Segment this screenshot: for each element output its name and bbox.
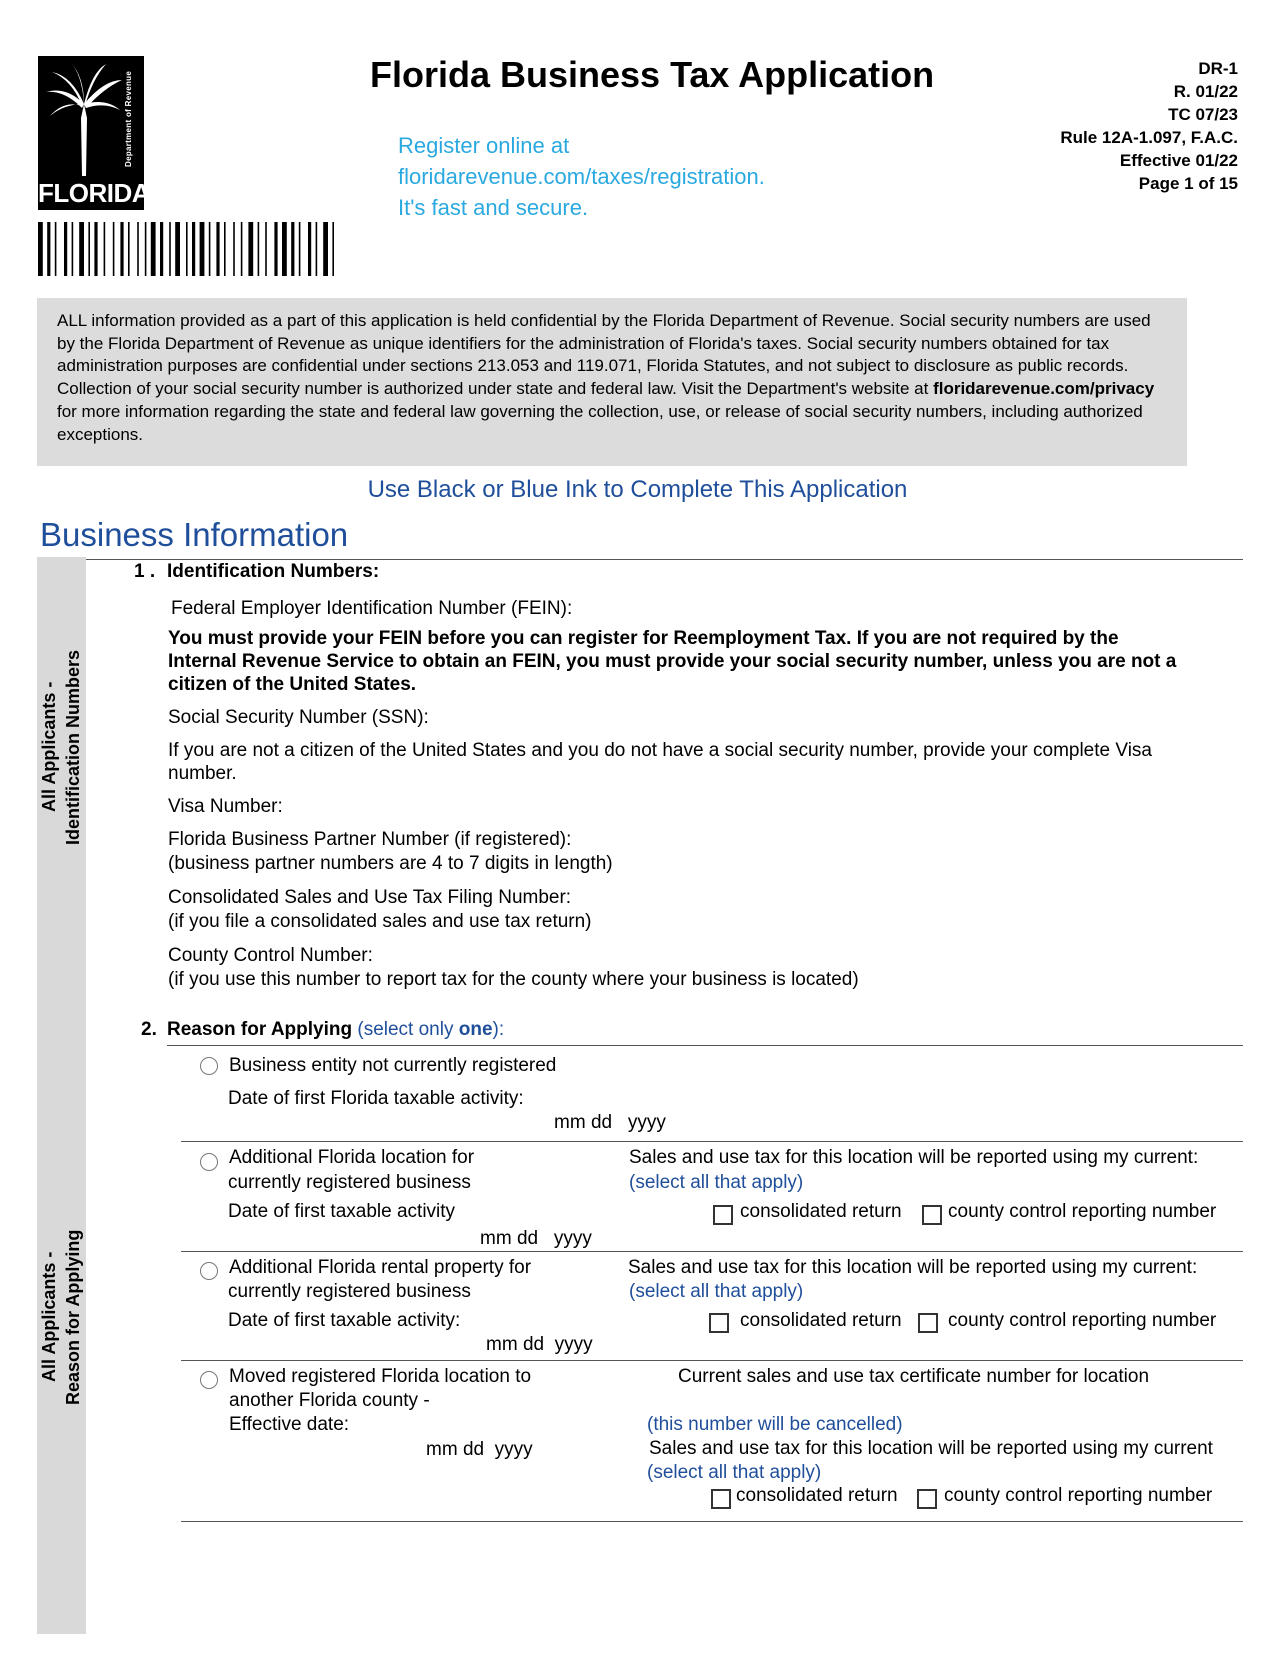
opt4-county-label: county control reporting number <box>944 1485 1213 1506</box>
radio-additional-location[interactable] <box>200 1153 218 1171</box>
form-rule: Rule 12A-1.097, F.A.C. <box>1060 128 1238 147</box>
opt4-consolidated-checkbox[interactable] <box>711 1489 731 1509</box>
department-of-revenue-text: Department of Revenue <box>124 70 133 168</box>
q2-rule <box>167 1045 1243 1046</box>
opt3-select-all: (select all that apply) <box>629 1281 804 1302</box>
q1-heading: Identification Numbers: <box>167 561 380 582</box>
opt3-label-1: Additional Florida rental property for <box>229 1257 532 1278</box>
county-note: (if you use this number to report tax for the county where your business is located) <box>168 969 859 990</box>
opt1-label: Business entity not currently registered <box>229 1055 557 1076</box>
opt2-label-2: currently registered business <box>228 1172 471 1193</box>
opt3-consolidated-checkbox[interactable] <box>709 1313 729 1333</box>
opt2-reported: Sales and use tax for this location will be reported using my current: <box>629 1147 1199 1168</box>
privacy-link[interactable]: floridarevenue.com/privacy <box>933 379 1155 399</box>
opt4-current-cert: Current sales and use tax certificate number for location <box>678 1366 1150 1387</box>
palm-tree-icon <box>42 58 124 176</box>
visa-note-2: number. <box>168 763 237 784</box>
opt4-consolidated-label: consolidated return <box>736 1485 898 1506</box>
opt4-select-all: (select all that apply) <box>647 1462 822 1483</box>
ink-instruction: Use Black or Blue Ink to Complete This Application <box>367 476 908 503</box>
opt1-date-label: Date of first Florida taxable activity: <box>228 1088 524 1109</box>
opt2-county-label: county control reporting number <box>948 1201 1217 1222</box>
barcode <box>38 222 338 281</box>
bp-note: (business partner numbers are 4 to 7 digits in length) <box>168 853 613 874</box>
opt3-label-2: currently registered business <box>228 1281 471 1302</box>
consolidated-label: Consolidated Sales and Use Tax Filing Number: <box>168 887 572 908</box>
consolidated-note: (if you file a consolidated sales and use tax return) <box>168 911 592 932</box>
sidebar-label-reason: All Applicants - Reason for Applying <box>39 1229 83 1405</box>
promo-line-1: Register online at <box>398 133 570 158</box>
form-tc: TC 07/23 <box>1168 105 1238 124</box>
q2-heading-line: Reason for Applying (select only one): <box>167 1019 505 1040</box>
opt3-date-format: mm dd yyyy <box>486 1334 593 1355</box>
opt2-label-1: Additional Florida location for <box>229 1147 475 1168</box>
opt3-rule <box>181 1360 1243 1361</box>
notice-text: ALL information provided as a part of this application is held confidential by the Florida Department of Revenue. Social security numbers are used by the Florida Department of Revenue as unique identifiers for the administration of Florida's taxes. Social security numbers obtained for tax administration purposes are confidential under sections 213.053 and 119.071, Florida Statutes, and not subject to disclosure as public records. Collection of your social security number is authorized under state and federal law. Visit the Department's website at <box>57 311 1151 399</box>
radio-not-registered[interactable] <box>200 1057 218 1075</box>
radio-moved-location[interactable] <box>200 1371 218 1389</box>
q1-number: 1 . <box>134 561 156 582</box>
opt4-rule <box>181 1521 1243 1522</box>
form-title: Florida Business Tax Application <box>370 54 935 95</box>
opt1-rule <box>181 1141 1243 1142</box>
radio-rental-property[interactable] <box>200 1262 218 1280</box>
sidebar <box>37 557 86 1634</box>
opt4-county-checkbox[interactable] <box>917 1489 937 1509</box>
logo-florida-text: FLORIDA <box>38 178 151 208</box>
notice-text-end: for more information regarding the state and federal law governing the collection, use, or release of social security numbers, including authorized exceptions. <box>57 401 1143 444</box>
opt4-label-2: another Florida county - <box>229 1390 430 1411</box>
opt3-reported: Sales and use tax for this location will be reported using my current: <box>628 1257 1198 1278</box>
section-title: Business Information <box>40 516 349 553</box>
opt4-reported: Sales and use tax for this location will be reported using my current <box>649 1438 1213 1459</box>
opt2-date-format: mm dd yyyy <box>480 1228 592 1249</box>
opt3-county-label: county control reporting number <box>948 1310 1217 1331</box>
opt2-county-checkbox[interactable] <box>922 1205 942 1225</box>
opt2-select-all: (select all that apply) <box>629 1172 804 1193</box>
opt4-will-cancel: (this number will be cancelled) <box>647 1414 903 1435</box>
opt4-label-3: Effective date: <box>229 1414 350 1435</box>
bp-label: Florida Business Partner Number (if registered): <box>168 829 572 850</box>
fein-label: Federal Employer Identification Number (FEIN): <box>171 598 573 619</box>
opt3-county-checkbox[interactable] <box>918 1313 938 1333</box>
visa-label: Visa Number: <box>168 796 283 817</box>
fein-note-1: You must provide your FEIN before you can register for Reemployment Tax. If you are not required by the <box>168 628 1119 649</box>
promo-line-2[interactable]: floridarevenue.com/taxes/registration. <box>398 164 765 189</box>
form-revision: R. 01/22 <box>1173 82 1238 101</box>
opt1-date-format: mm dd yyyy <box>554 1112 666 1133</box>
promo-line-3: It's fast and secure. <box>398 195 589 220</box>
opt3-consolidated-label: consolidated return <box>740 1310 902 1331</box>
fein-note-3: citizen of the United States. <box>168 674 417 695</box>
form-id: DR-1 <box>1198 59 1238 78</box>
sidebar-label-identification: All Applicants - Identification Numbers <box>39 649 83 845</box>
opt3-date-label: Date of first taxable activity: <box>228 1310 461 1331</box>
opt2-rule <box>181 1251 1243 1252</box>
page-number: Page 1 of 15 <box>1138 174 1238 193</box>
florida-dor-logo <box>38 56 151 210</box>
opt2-consolidated-label: consolidated return <box>740 1201 902 1222</box>
fein-note-2: Internal Revenue Service to obtain an FEIN, you must provide your social security number, unless you are not a <box>168 651 1177 672</box>
opt4-date-format: mm dd yyyy <box>426 1439 533 1460</box>
county-label: County Control Number: <box>168 945 373 966</box>
confidentiality-notice <box>37 298 1187 466</box>
opt2-date-label: Date of first taxable activity <box>228 1201 456 1222</box>
opt4-label-1: Moved registered Florida location to <box>229 1366 532 1387</box>
ssn-label: Social Security Number (SSN): <box>168 707 429 728</box>
opt2-consolidated-checkbox[interactable] <box>713 1205 733 1225</box>
q2-number: 2. <box>141 1019 157 1040</box>
visa-note-1: If you are not a citizen of the United States and you do not have a social security number, provide your complete Visa <box>168 740 1152 761</box>
form-effective: Effective 01/22 <box>1119 151 1238 170</box>
